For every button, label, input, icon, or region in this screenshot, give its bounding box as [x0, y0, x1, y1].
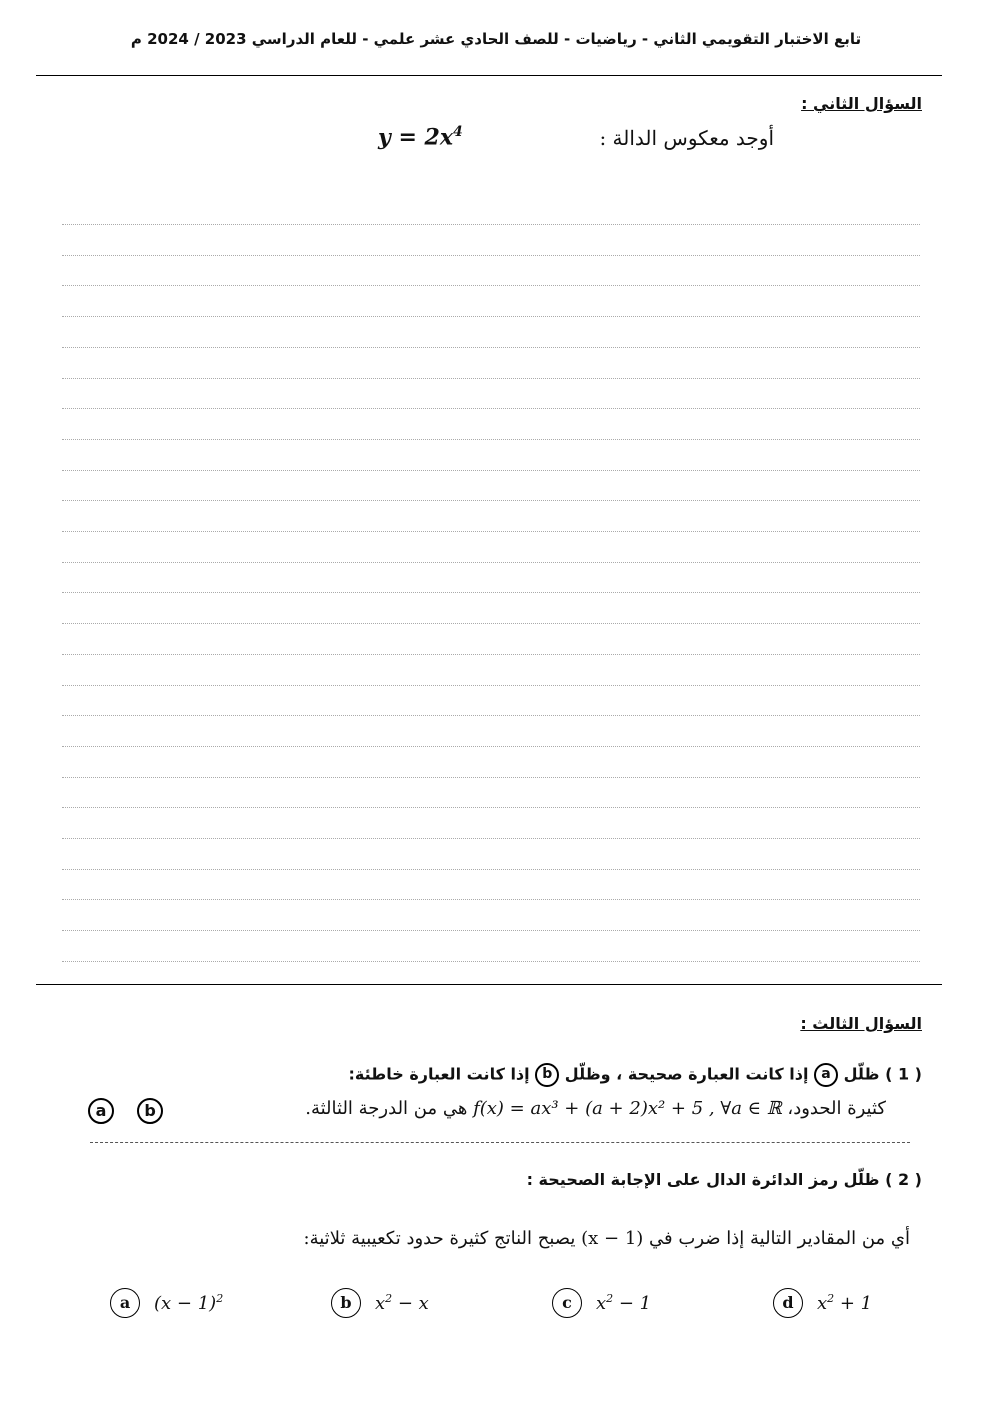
answer-bubbles: [88, 1098, 163, 1124]
statement-math: f(x) = ax³ + (a + 2)x² + 5 , ∀a ∈ ℝ: [473, 1098, 782, 1119]
option-b-expr: $x^2 - x$: [375, 1292, 429, 1314]
answer-line: [62, 777, 920, 778]
option-b[interactable]: [331, 1288, 429, 1318]
answer-line: [62, 961, 920, 962]
page-header: تابع الاختبار التقويمي الثاني - رياضيات - للصف الحادي عشر علمي - للعام الدراسي 2023 / 2024 م: [130, 30, 862, 48]
instruction-shade-a: ظلّل: [843, 1064, 880, 1084]
question-2-text: أوجد معكوس الدالة :: [599, 126, 774, 150]
dashed-separator: [90, 1142, 910, 1143]
option-a[interactable]: [110, 1288, 223, 1318]
answer-line: [62, 255, 920, 256]
answer-line: [62, 654, 920, 655]
option-d-bubble[interactable]: d: [773, 1288, 803, 1318]
answer-line: [62, 378, 920, 379]
answer-line: [62, 623, 920, 624]
answer-line: [62, 562, 920, 563]
answer-b-bubble[interactable]: b: [137, 1098, 163, 1124]
answer-line: [62, 500, 920, 501]
answer-line: [62, 408, 920, 409]
answer-line: [62, 715, 920, 716]
question-3-title: السؤال الثالث :: [800, 1014, 922, 1033]
option-a-expr: $(x - 1)^2$: [154, 1292, 224, 1314]
instruction-end: إذا كانت العبارة خاطئة:: [348, 1064, 530, 1084]
answer-line: [62, 347, 920, 348]
answer-a-bubble[interactable]: a: [88, 1098, 114, 1124]
option-c[interactable]: [552, 1288, 651, 1318]
option-d[interactable]: [773, 1288, 872, 1318]
statement-pre: كثيرة الحدود،: [787, 1098, 886, 1119]
header-divider: [36, 75, 942, 76]
answer-line: [62, 531, 920, 532]
answer-line: [62, 930, 920, 931]
answer-line: [62, 685, 920, 686]
answer-line: [62, 746, 920, 747]
equation-base: y = 2x: [378, 124, 453, 151]
bubble-b-icon: b: [535, 1063, 559, 1087]
answer-line: [62, 899, 920, 900]
option-c-bubble[interactable]: c: [552, 1288, 582, 1318]
statement-post: هي من الدرجة الثالثة.: [305, 1098, 468, 1119]
part2-question: أي من المقادير التالية إذا ضرب في (1 − x) يصبح الناتج كثيرة حدود تكعيبية ثلاثية:: [303, 1228, 910, 1249]
answer-line: [62, 592, 920, 593]
answer-line: [62, 869, 920, 870]
answer-line: [62, 224, 920, 225]
answer-line: [62, 439, 920, 440]
section-divider: [36, 984, 942, 985]
question-2-title: السؤال الثاني :: [801, 94, 922, 113]
part1-instruction: [349, 1063, 922, 1087]
equation-exponent: 4: [452, 124, 463, 140]
part1-number: ( 1 ): [885, 1064, 922, 1084]
part2-instruction-text: ظلّل رمز الدائرة الدال على الإجابة الصحيحة :: [526, 1170, 880, 1189]
answer-line: [62, 316, 920, 317]
answer-line: [62, 807, 920, 808]
option-b-bubble[interactable]: b: [331, 1288, 361, 1318]
bubble-a-icon: a: [814, 1063, 838, 1087]
answer-line: [62, 285, 920, 286]
part2-instruction: [527, 1170, 922, 1189]
option-a-bubble[interactable]: a: [110, 1288, 140, 1318]
instruction-middle: إذا كانت العبارة صحيحة ، وظلّل: [564, 1064, 809, 1084]
part2-number: ( 2 ): [885, 1170, 922, 1189]
answer-line: [62, 470, 920, 471]
answer-line: [62, 838, 920, 839]
question-2-equation: [378, 124, 463, 150]
option-d-expr: $x^2 + 1$: [817, 1292, 873, 1314]
option-c-expr: $x^2 - 1$: [596, 1292, 652, 1314]
part1-statement: [305, 1098, 886, 1119]
